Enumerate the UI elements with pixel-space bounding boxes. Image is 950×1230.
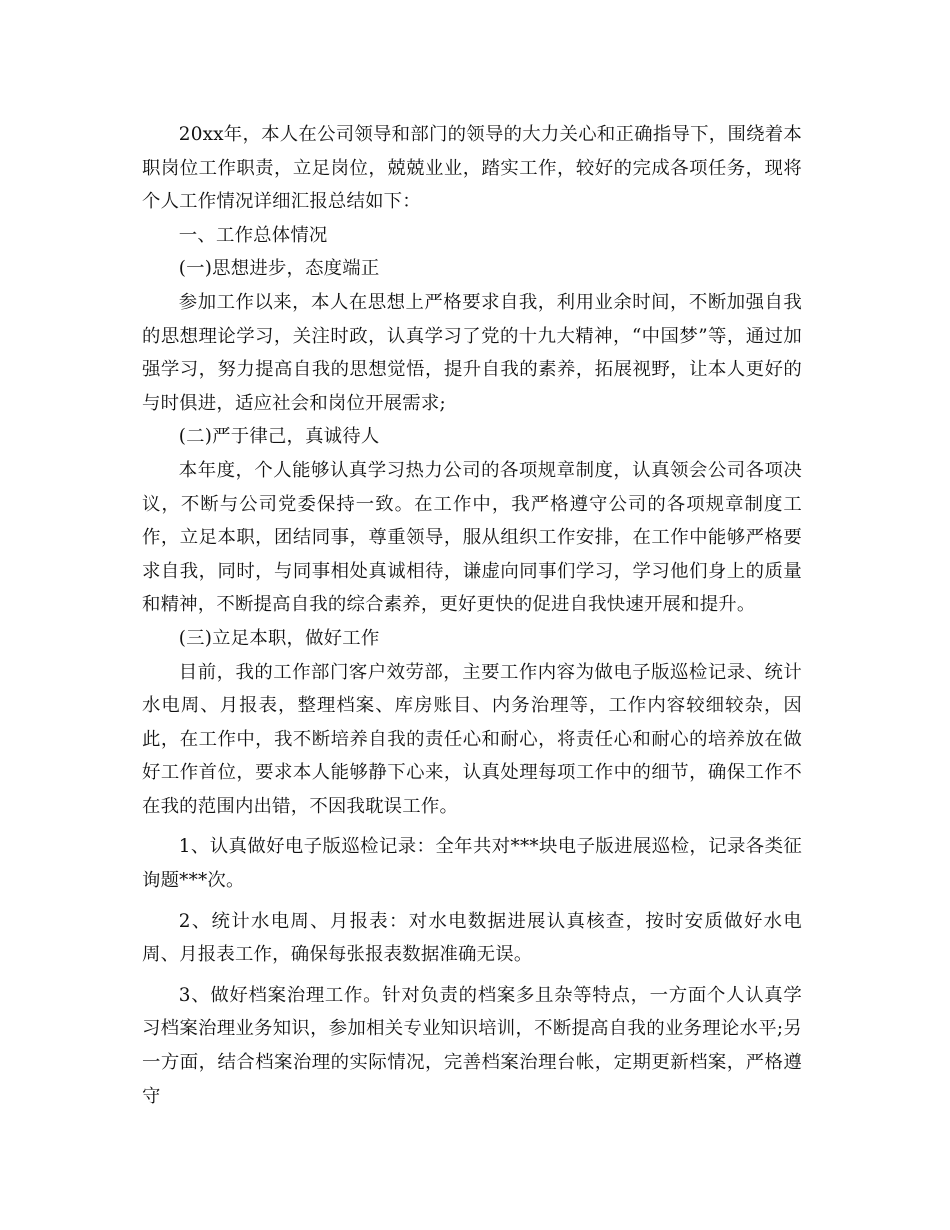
intro-paragraph: 20xx年，本人在公司领导和部门的领导的大力关心和正确指导下，围绕着本职岗位工作职责，立足岗位，兢兢业业，踏实工作，较好的完成各项任务，现将个人工作情况详细汇报总结如下： — [142, 124, 802, 213]
paragraph-thought-progress: 参加工作以来，本人在思想上严格要求自我，利用业余时间，不断加强自我的思想理论学习，关注时政，认真学习了党的十九大精神，“中国梦”等，通过加强学习，努力提高自我的思想觉悟，提升自我的素养，拓展视野，让本人更好的与时俱进，适应社会和岗位开展需求; — [142, 291, 802, 414]
paragraph-work-duties: 目前，我的工作部门客户效劳部，主要工作内容为做电子版巡检记录、统计水电周、月报表，整理档案、库房账目、内务治理等，工作内容较细较杂，因此，在工作中，我不断培养自我的责任心和耐心，将责任心和耐心的培养放在做好工作首位，要求本人能够静下心来，认真处理每项工作中的细节，确保工作不在我的范围内出错，不因我耽误工作。 — [142, 661, 802, 817]
paragraph-self-discipline: 本年度，个人能够认真学习热力公司的各项规章制度，认真领会公司各项决议，不断与公司党委保持一致。在工作中，我严格遵守公司的各项规章制度工作，立足本职，团结同事，尊重领导，服从组织工作安排，在工作中能够严格要求自我，同时，与同事相处真诚相待，谦虚向同事们学习，学习他们身上的质量和精神，不断提高自我的综合素养，更好更快的促进自我快速开展和提升。 — [142, 459, 802, 616]
document-body — [142, 118, 802, 1113]
section-heading-overall: 一、工作总体情况 — [178, 224, 328, 246]
list-item-inspection-records: 1、认真做好电子版巡检记录：全年共对***块电子版进展巡检，记录各类征询题***次。 — [142, 836, 802, 892]
list-item-archive-management: 3、做好档案治理工作。针对负责的档案多且杂等特点，一方面个人认真学习档案治理业务知识，参加相关专业知识培训，不断提高自我的业务理论水平;另一方面，结合档案治理的实际情况，完善档案治理台帐，定期更新档案，严格遵守 — [142, 984, 802, 1107]
subheading-self-discipline: (二)严于律己，真诚待人 — [178, 426, 380, 448]
subheading-thought-progress: (一)思想进步，态度端正 — [178, 258, 380, 280]
subheading-work-duties: (三)立足本职，做好工作 — [178, 627, 380, 649]
list-item-utility-reports: 2、统计水电周、月报表：对水电数据进展认真核查，按时安质做好水电周、月报表工作，确保每张报表数据准确无误。 — [142, 910, 802, 966]
